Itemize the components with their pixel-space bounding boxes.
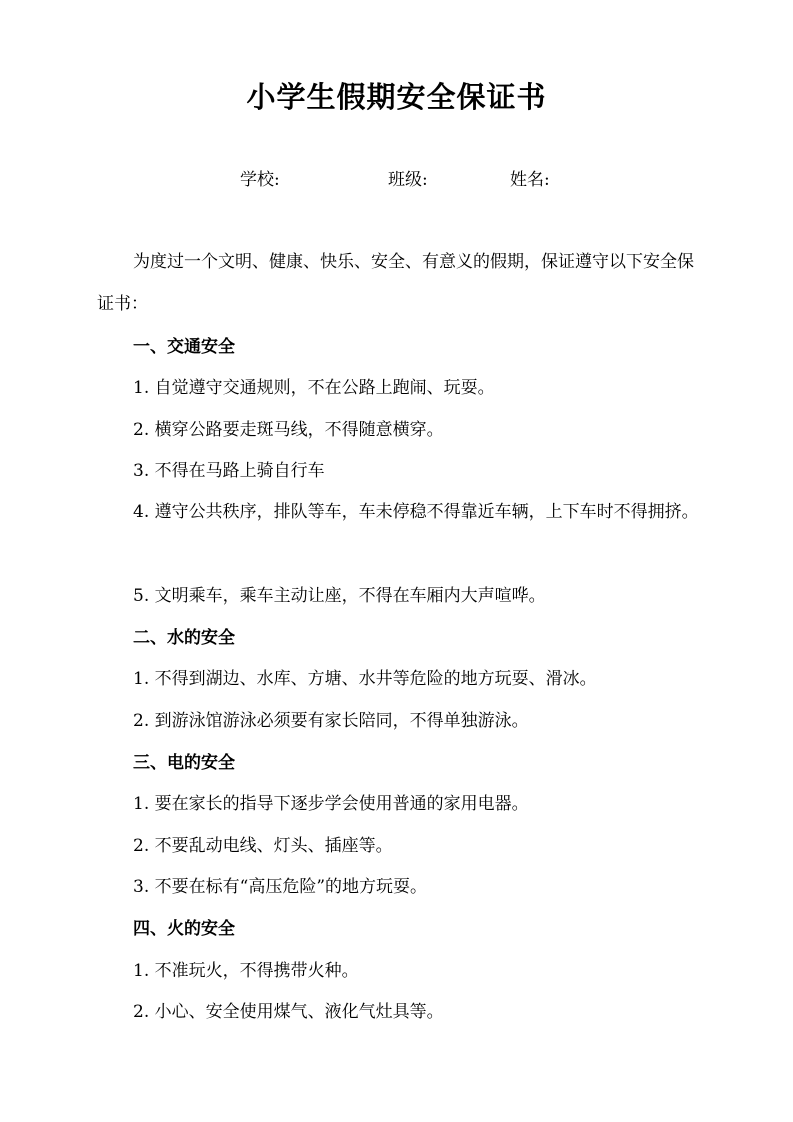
list-item: 1. 不准玩火，不得携带火种。 — [133, 961, 359, 981]
list-item: 2. 横穿公路要走斑马线，不得随意横穿。 — [133, 420, 444, 440]
info-row — [0, 166, 793, 194]
list-item: 1. 要在家长的指导下逐步学会使用普通的家用电器。 — [133, 794, 529, 814]
list-item: 3. 不要在标有“高压危险”的地方玩耍。 — [133, 877, 428, 897]
intro-paragraph: 为度过一个文明、健康、快乐、安全、有意义的假期，保证遵守以下安全保证书： — [97, 252, 694, 314]
section-heading-fire: 四、火的安全 — [133, 919, 235, 939]
name-label: 姓名: — [510, 170, 550, 190]
section-heading-water: 二、水的安全 — [133, 628, 235, 648]
list-item: 2. 不要乱动电线、灯头、插座等。 — [133, 836, 393, 856]
list-item: 1. 不得到湖边、水库、方塘、水井等危险的地方玩耍、滑冰。 — [133, 669, 597, 689]
class-label: 班级: — [388, 170, 428, 190]
section-heading-electricity: 三、电的安全 — [133, 753, 235, 773]
school-label: 学校: — [240, 170, 280, 190]
section-heading-traffic: 一、交通安全 — [133, 337, 235, 357]
list-item: 4. 遵守公共秩序，排队等车，车未停稳不得靠近车辆，上下车时不得拥挤。 — [133, 502, 699, 522]
list-item: 2. 小心、安全使用煤气、液化气灶具等。 — [133, 1002, 444, 1022]
document-title: 小学生假期安全保证书 — [246, 80, 547, 114]
list-item: 1. 自觉遵守交通规则，不在公路上跑闹、玩耍。 — [133, 378, 495, 398]
list-item: 3. 不得在马路上骑自行车 — [133, 461, 325, 481]
list-item: 2. 到游泳馆游泳必须要有家长陪同，不得单独游泳。 — [133, 711, 529, 731]
list-item: 5. 文明乘车，乘车主动让座，不得在车厢内大声喧哗。 — [133, 586, 546, 606]
